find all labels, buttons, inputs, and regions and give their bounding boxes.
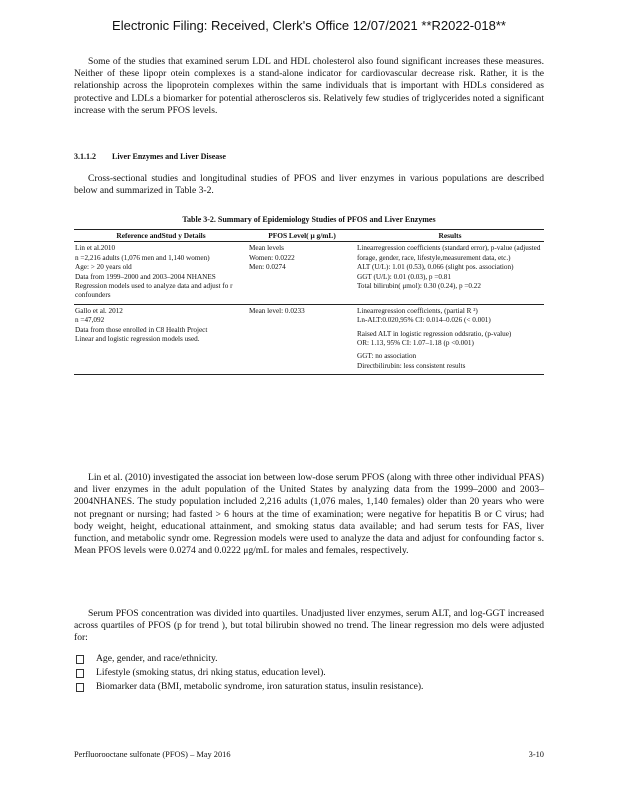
row2-results <box>356 304 544 374</box>
row1-results <box>356 242 544 304</box>
row1-level-line: Men: 0.0274 <box>249 263 286 272</box>
list-item <box>74 680 544 694</box>
table-intro-text: Cross-sectional studies and longitudinal studies of PFOS and liver enzymes in various populations are described below and summarized in Table 3-2. <box>74 173 544 197</box>
section-title: Liver Enzymes and Liver Disease <box>112 152 226 161</box>
lin-study-text: Lin et al. (2010) investigated the associat ion between low-dose serum PFOS (along with three other individual PFAS) and liver enzymes in the adult population of the United States by analyzing data from the 1999–2000 and 2003–2004NHANES. The study population included 2,216 adults (1,076 males, 1,140 females) older than 20 years who were not pregnant or nursing; had fasted > 6 hours at the time of examination; were negative for hepatitis B or C virus; had body weight, height, educational attainment, and smoking status data available; and had serum tests for FAS, liver function, and metabolic syndr ome. Regression models were used to analyze the data and adjust for confounding factor s. Mean PFOS levels were 0.0274 and 0.0222 μg/mL for males and females, respectively. <box>74 472 544 557</box>
list-item <box>74 666 544 680</box>
row1-detail-line: Regression models used to analyze data and adjust fo r confounders <box>75 282 233 300</box>
table-header-row <box>74 230 544 242</box>
row1-details <box>74 242 248 304</box>
bullet-box-icon <box>76 683 84 692</box>
table-row <box>74 304 544 374</box>
footer-document-title: Perfluorooctane sulfonate (PFOS) – May 2016 <box>74 750 231 759</box>
header-pfos-level: PFOS Level( μ g/mL) <box>248 230 356 242</box>
list-item-text: Biomarker data (BMI, metabolic syndrome, iron saturation status, insulin resistance). <box>96 681 424 692</box>
bullet-box-icon <box>76 669 84 678</box>
section-number: 3.1.1.2 <box>74 152 96 161</box>
row2-details <box>74 304 248 374</box>
bullet-box-icon <box>76 655 84 664</box>
row2-detail-line: Data from those enrolled in C8 Health Project <box>75 325 208 334</box>
intro-paragraph <box>74 56 544 117</box>
table-intro-paragraph <box>74 173 544 197</box>
row1-detail-line: n =2,216 adults (1,076 men and 1,140 women) <box>75 253 210 262</box>
row2-level <box>248 304 356 374</box>
table-caption: Table 3-2. Summary of Epidemiology Studies of PFOS and Liver Enzymes <box>182 215 436 224</box>
row1-level-line: Women: 0.0222 <box>249 253 295 262</box>
row2-result-line: Linearregression coefficients, (partial R ²) <box>357 306 478 315</box>
row2-detail-line: Gallo et al. 2012 <box>75 306 123 315</box>
list-item <box>74 652 544 666</box>
row1-level <box>248 242 356 304</box>
row1-level-line: Mean levels <box>249 244 284 253</box>
row1-detail-line: Lin et al.2010 <box>75 244 116 253</box>
page-footer <box>74 750 544 759</box>
list-item-text: Age, gender, and race/ethnicity. <box>96 653 218 664</box>
row1-result-line: GGT (U/L): 0.01 (0.03), p =0.81 <box>357 272 451 281</box>
lin-study-paragraph <box>74 472 544 557</box>
page-number: 3-10 <box>528 750 544 759</box>
row1-result-line: Linearregression coefficients (standard error), p-value (adjusted forage, gender, race, lifestyle,measurement data, etc.) <box>357 244 541 262</box>
adjustment-list <box>74 652 544 694</box>
row1-detail-line: Age: > 20 years old <box>75 263 132 272</box>
row1-detail-line: Data from 1999–2000 and 2003–2004 NHANES <box>75 272 216 281</box>
row2-detail-line: n =47,092 <box>75 316 105 325</box>
row2-result-line: GGT: no association <box>357 352 417 361</box>
row1-result-line: Total bilirubin( μmol): 0.30 (0.24), p =0.22 <box>357 282 481 291</box>
quartile-paragraph <box>74 608 544 645</box>
row2-result-line: Directbilirubin: less consistent results <box>357 361 466 370</box>
header-results: Results <box>356 230 544 242</box>
quartile-text: Serum PFOS concentration was divided into quartiles. Unadjusted liver enzymes, serum ALT, and log-GGT increased across quartiles of PFOS (p for trend ), but total bilirubin showed no trend. The linear regression mo dels were adjusted for: <box>74 608 544 644</box>
row2-result-line: Raised ALT in logistic regression oddsratio, (p-value) <box>357 329 512 338</box>
row1-result-line: ALT (U/L): 1.01 (0.53), 0.066 (slight pos. association) <box>357 263 514 272</box>
header-reference: Reference andStud y Details <box>74 230 248 242</box>
list-item-text: Lifestyle (smoking status, dri nking status, education level). <box>96 667 326 678</box>
row2-level-line: Mean level: 0.0233 <box>249 306 305 315</box>
intro-paragraph-text: Some of the studies that examined serum LDL and HDL cholesterol also found significant increases these measures. Neither of these lipopr otein complexes is a stand-alone indicator for cardiovascular decrease risk. Rather, it is the relationship across the lipoprotein complexes within the same individuals that is important with HDLs considered as protective and LDLs a biomarker for potential atheroscleros sis. Relatively few studies of triglycerides noted a significant increase with the serum PFOS levels. <box>74 56 544 116</box>
row2-result-line: OR: 1.13, 95% CI: 1.07–1.18 (p <0.001) <box>357 339 474 348</box>
table-row <box>74 242 544 304</box>
row2-detail-line: Linear and logistic regression models used. <box>75 335 200 344</box>
liver-enzyme-table <box>74 229 544 375</box>
filing-header: Electronic Filing: Received, Clerk's Office 12/07/2021 **R2022-018** <box>112 18 506 33</box>
row2-result-line: Ln-ALT:0.020,95% CI: 0.014–0.026 (< 0.001) <box>357 316 491 325</box>
section-heading <box>74 152 240 161</box>
